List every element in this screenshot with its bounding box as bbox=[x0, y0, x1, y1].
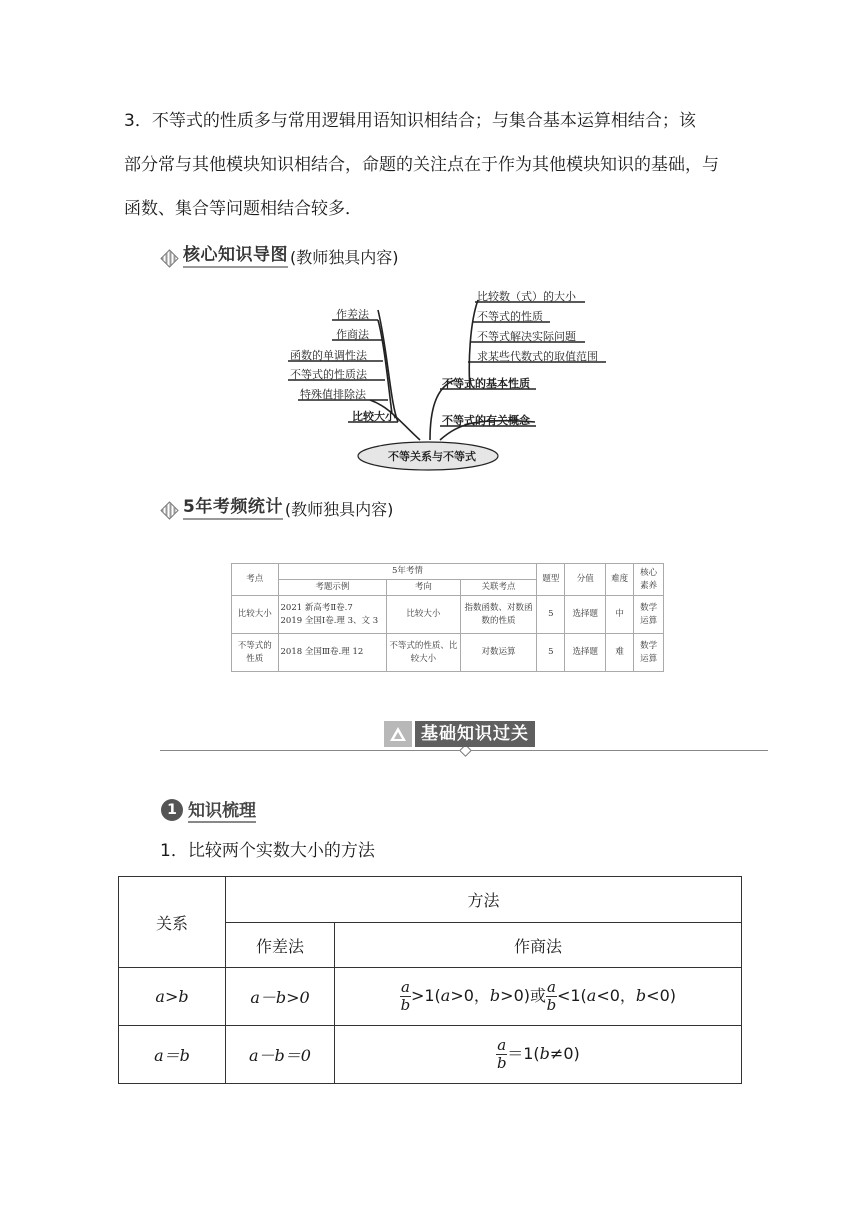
table-cell: 不等式的性质、比较大小 bbox=[387, 634, 460, 672]
mind-map-left-item: 特殊值排除法 bbox=[300, 388, 366, 401]
formula-text: ≠0) bbox=[549, 1044, 580, 1063]
mind-map-left-item: 作商法 bbox=[336, 328, 369, 341]
table-cell: a>b bbox=[119, 968, 226, 1026]
formula-var: b bbox=[489, 986, 501, 1005]
table-cell: 5 bbox=[537, 596, 565, 634]
table-cell: a－b>0 bbox=[226, 968, 335, 1026]
mind-map-right-item: 不等式的性质 bbox=[477, 310, 543, 323]
table-cell: 5 bbox=[537, 634, 565, 672]
compare-method-table bbox=[118, 876, 742, 1084]
table-cell-line: 2021 新高考Ⅱ卷.7 bbox=[280, 602, 353, 613]
section-stats-note: (教师独具内容) bbox=[284, 500, 394, 519]
formula-var: b bbox=[635, 986, 647, 1005]
fraction-denominator: b bbox=[496, 1054, 507, 1072]
mind-map-left-branch: 比较大小 bbox=[352, 410, 396, 423]
table-header: 关系 bbox=[119, 877, 226, 968]
section-mindmap-title: 核心知识导图 bbox=[183, 240, 288, 268]
table-row bbox=[119, 968, 742, 1026]
intro-line-1: 3．不等式的性质多与常用逻辑用语知识相结合；与集合基本运算相结合；该 bbox=[124, 111, 696, 131]
table-cell: a＝b bbox=[119, 1026, 226, 1084]
table-header: 考题示例 bbox=[278, 580, 387, 596]
formula-text: >0)或 bbox=[500, 986, 546, 1005]
table-header: 作商法 bbox=[335, 923, 742, 968]
mind-map-left-item: 作差法 bbox=[336, 308, 369, 321]
number-badge: 1 bbox=[161, 799, 183, 821]
table-cell: 选择题 bbox=[565, 596, 606, 634]
table-cell: 数学运算 bbox=[634, 596, 664, 634]
table-cell: 2018 全国Ⅲ卷.理 12 bbox=[278, 634, 387, 672]
formula-var: b bbox=[539, 1044, 550, 1063]
section-marker-icon bbox=[161, 250, 177, 266]
fraction bbox=[496, 1037, 507, 1072]
mind-map-right-item: 求某些代数式的取值范围 bbox=[477, 350, 598, 363]
fraction bbox=[400, 979, 411, 1014]
mind-map-right-item: 比较数（式）的大小 bbox=[477, 290, 576, 303]
mind-map-right-lower: 不等式的有关概念 bbox=[442, 414, 530, 427]
table-cell: 比较大小 bbox=[232, 596, 279, 634]
table-cell-formula bbox=[335, 968, 742, 1026]
formula-text: ＝1( bbox=[507, 1044, 540, 1063]
section-stats-heading bbox=[161, 492, 393, 520]
formula-text: <0， bbox=[596, 986, 636, 1005]
triangle-icon bbox=[384, 721, 412, 747]
formula-var: a bbox=[440, 986, 451, 1005]
formula-text: <0) bbox=[646, 986, 676, 1005]
table-row bbox=[232, 596, 664, 634]
table-header: 作差法 bbox=[226, 923, 335, 968]
section-stats-title: 5年考频统计 bbox=[183, 492, 283, 520]
table-header: 考点 bbox=[232, 564, 279, 596]
mind-map-right-item: 不等式解决实际问题 bbox=[477, 330, 576, 343]
knowledge-heading bbox=[161, 796, 256, 823]
table-header: 关联考点 bbox=[460, 580, 537, 596]
item-1-title: 1．比较两个实数大小的方法 bbox=[160, 841, 375, 861]
table-cell: 比较大小 bbox=[387, 596, 460, 634]
section-marker-icon bbox=[161, 502, 177, 518]
table-header: 题型 bbox=[537, 564, 565, 596]
fraction bbox=[546, 979, 557, 1014]
table-cell: 中 bbox=[606, 596, 634, 634]
mind-map-center: 不等关系与不等式 bbox=[388, 450, 476, 463]
fraction-denominator: b bbox=[546, 996, 557, 1014]
banner-title: 基础知识过关 bbox=[415, 721, 535, 747]
section-mindmap-note: (教师独具内容) bbox=[290, 248, 399, 267]
table-cell bbox=[278, 596, 387, 634]
formula-text: >1( bbox=[410, 986, 441, 1005]
knowledge-title: 知识梳理 bbox=[188, 796, 256, 823]
fraction-numerator: a bbox=[547, 978, 556, 996]
table-cell: 数学运算 bbox=[634, 634, 664, 672]
table-row bbox=[232, 634, 664, 672]
formula-var: a bbox=[586, 986, 597, 1005]
table-cell-formula bbox=[335, 1026, 742, 1084]
section-banner bbox=[384, 721, 535, 747]
table-header: 考向 bbox=[387, 580, 460, 596]
mind-map-left-item: 函数的单调性法 bbox=[290, 349, 367, 362]
table-cell: 指数函数、对数函数的性质 bbox=[460, 596, 537, 634]
table-header: 方法 bbox=[226, 877, 742, 923]
table-header: 核心素养 bbox=[634, 564, 664, 596]
intro-line-3: 函数、集合等问题相结合较多． bbox=[124, 199, 362, 219]
formula-text: <1( bbox=[556, 986, 587, 1005]
table-cell: 不等式的性质 bbox=[232, 634, 279, 672]
table-header: 5年考情 bbox=[278, 564, 537, 580]
table-cell-line: 2019 全国Ⅰ卷.理 3、文 3 bbox=[280, 615, 379, 626]
table-cell: 选择题 bbox=[565, 634, 606, 672]
table-header: 难度 bbox=[606, 564, 634, 596]
formula-text: >0， bbox=[450, 986, 490, 1005]
exam-frequency-table bbox=[231, 563, 664, 672]
mind-map bbox=[280, 282, 610, 478]
table-cell: 对数运算 bbox=[460, 634, 537, 672]
table-cell: a－b＝0 bbox=[226, 1026, 335, 1084]
table-row bbox=[119, 1026, 742, 1084]
fraction-numerator: a bbox=[400, 978, 410, 996]
table-cell: 难 bbox=[606, 634, 634, 672]
table-header: 分值 bbox=[565, 564, 606, 596]
section-mindmap-heading bbox=[161, 240, 399, 268]
fraction-numerator: a bbox=[497, 1036, 507, 1054]
mind-map-left-item: 不等式的性质法 bbox=[290, 368, 367, 381]
mind-map-right-branch: 不等式的基本性质 bbox=[442, 377, 530, 390]
fraction-denominator: b bbox=[400, 996, 411, 1014]
intro-line-2: 部分常与其他模块知识相结合，命题的关注点在于作为其他模块知识的基础，与 bbox=[124, 155, 719, 175]
